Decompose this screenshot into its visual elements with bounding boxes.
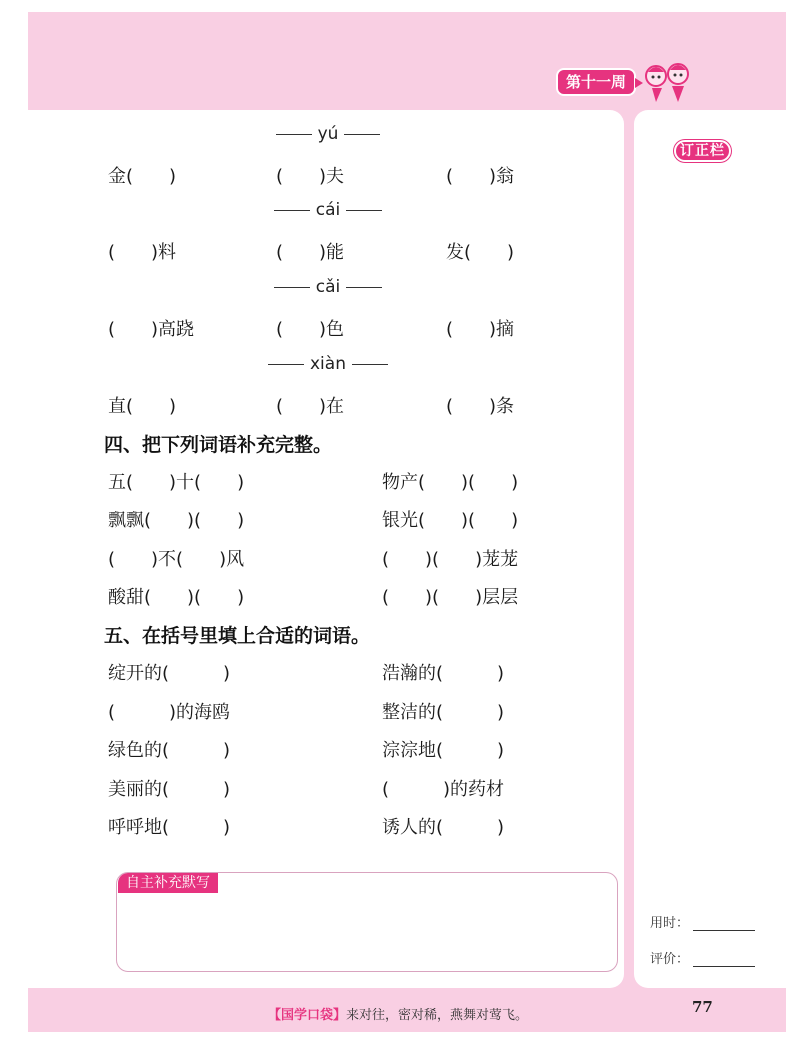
fill-blank-item[interactable]: ( )在	[276, 396, 345, 417]
pinyin-row	[108, 238, 588, 266]
fill-blank-item[interactable]: ( )色	[276, 319, 345, 340]
fill-blank-item[interactable]: ( )( )层层	[382, 587, 519, 608]
fill-blank-item[interactable]: ( )摘	[446, 319, 515, 340]
phrase-row	[108, 545, 588, 573]
eval-field[interactable]	[650, 948, 755, 967]
dictation-label: 自主补充默写	[118, 873, 218, 893]
pinyin-heading: cái	[108, 200, 548, 220]
fill-blank-item[interactable]: ( )夫	[276, 166, 345, 187]
phrase-row	[108, 659, 588, 687]
phrase-row	[108, 698, 588, 726]
pinyin-row	[108, 392, 588, 420]
fill-blank-item[interactable]: ( )不( )风	[108, 549, 245, 570]
fill-blank-item[interactable]: 金( )	[108, 166, 177, 187]
time-field[interactable]	[650, 912, 755, 931]
fill-blank-item[interactable]: 整洁的( )	[382, 702, 505, 723]
footer-quote-text: 来对往，密对稀，燕舞对莺飞。	[346, 1008, 529, 1023]
footer-brand: 【国学口袋】	[268, 1008, 347, 1023]
fill-blank-item[interactable]: 发( )	[446, 242, 515, 263]
eval-label: 评价：	[650, 952, 690, 967]
section-5-title: 五、在括号里填上合适的词语。	[104, 625, 371, 647]
fill-blank-item[interactable]: 五( )十( )	[108, 472, 245, 493]
pinyin-heading: yú	[108, 124, 548, 144]
page-number: 77	[692, 998, 713, 1016]
fill-blank-item[interactable]: ( )能	[276, 242, 345, 263]
footer-quote	[268, 1004, 528, 1023]
fill-blank-item[interactable]: 美丽的( )	[108, 779, 231, 800]
phrase-row	[108, 736, 588, 764]
fill-blank-item[interactable]: 直( )	[108, 396, 177, 417]
fill-blank-item[interactable]: ( )料	[108, 242, 177, 263]
fill-blank-item[interactable]: 物产( )( )	[382, 472, 519, 493]
section-4-title: 四、把下列词语补充完整。	[104, 434, 333, 456]
fill-blank-item[interactable]: 浩瀚的( )	[382, 663, 505, 684]
fill-blank-item[interactable]: ( )的药材	[382, 779, 505, 800]
correction-label: 订正栏	[674, 140, 731, 162]
fill-blank-item[interactable]: ( )( )茏茏	[382, 549, 519, 570]
fill-blank-item[interactable]: ( )翁	[446, 166, 515, 187]
phrase-row	[108, 775, 588, 803]
fill-blank-item[interactable]: 诱人的( )	[382, 817, 505, 838]
fill-blank-item[interactable]: 银光( )( )	[382, 510, 519, 531]
fill-blank-item[interactable]: 淙淙地( )	[382, 740, 505, 761]
week-tab: 第十一周	[556, 68, 636, 96]
fill-blank-item[interactable]: 绿色的( )	[108, 740, 231, 761]
pinyin-heading: xiàn	[108, 354, 548, 374]
phrase-row	[108, 813, 588, 841]
phrase-row	[108, 468, 588, 496]
pinyin-row	[108, 315, 588, 343]
fill-blank-item[interactable]: ( )的海鸥	[108, 702, 231, 723]
fill-blank-item[interactable]: ( )条	[446, 396, 515, 417]
fill-blank-item[interactable]: ( )高跷	[108, 319, 195, 340]
pinyin-row	[108, 162, 588, 190]
fill-blank-item[interactable]: 呼呼地( )	[108, 817, 231, 838]
correction-column	[634, 110, 786, 988]
kids-mascot-icon	[640, 60, 696, 104]
fill-blank-item[interactable]: 绽开的( )	[108, 663, 231, 684]
time-label: 用时：	[650, 916, 690, 931]
pinyin-heading: cǎi	[108, 277, 548, 297]
phrase-row	[108, 506, 588, 534]
fill-blank-item[interactable]: 酸甜( )( )	[108, 587, 245, 608]
phrase-row	[108, 583, 588, 611]
fill-blank-item[interactable]: 飘飘( )( )	[108, 510, 245, 531]
